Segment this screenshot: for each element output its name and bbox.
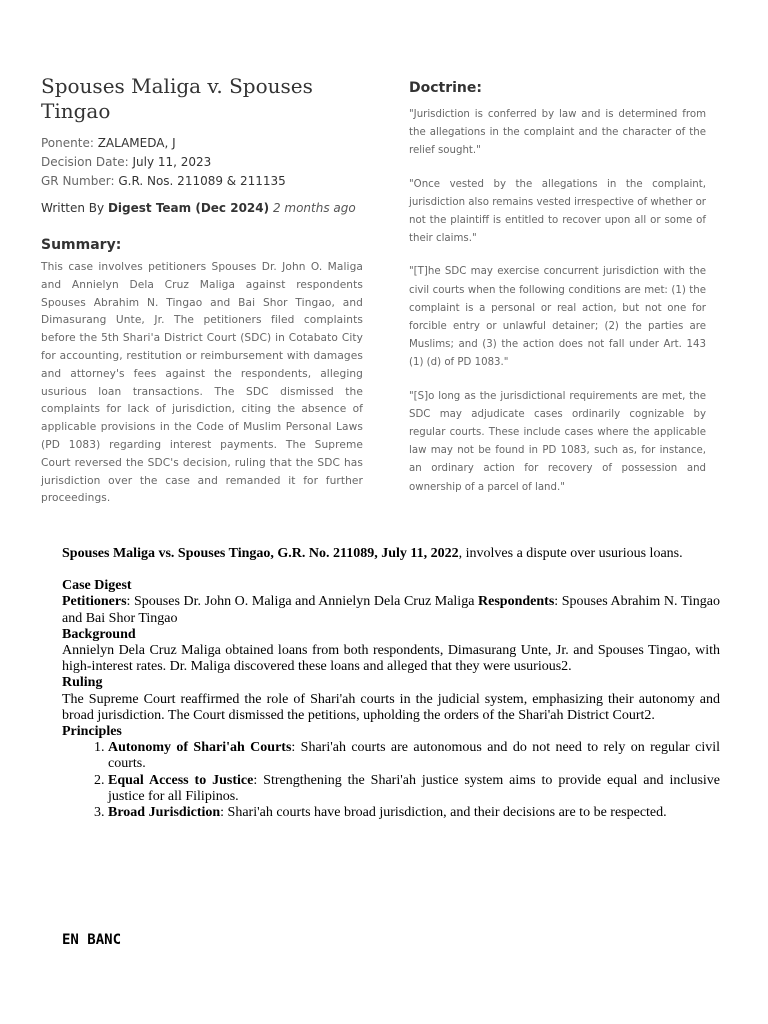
case-title: Spouses Maliga v. Spouses Tingao [41,74,313,123]
decision-date-value: July 11, 2023 [132,155,212,169]
principles-heading: Principles [62,724,122,740]
background-heading: Background [62,626,136,642]
gr-number-value: G.R. Nos. 211089 & 211135 [118,174,286,188]
left-column [41,74,363,508]
case-digest-heading: Case Digest [62,578,132,594]
doctrine-heading: Doctrine: [409,80,482,96]
doctrine-quote: "Jurisdiction is conferred by law and is determined from the allegations in the complaint and the character of the relief sought." [409,109,706,157]
principles-list [62,740,720,821]
doctrine-quote: "Once vested by the allegations in the complaint, jurisdiction also remains vested irrespective of whether or not the plaintiff is entitled to recover upon all or some of their claims." [409,178,706,245]
principle-text: : Shari'ah courts have broad jurisdiction, and their decisions are to be respected. [220,805,667,821]
principle-term: Autonomy of Shari'ah Courts [108,740,292,756]
en-banc-heading: EN BANC [62,932,122,948]
written-by-author[interactable]: Digest Team (Dec 2024) [107,201,270,215]
case-meta [41,134,363,191]
list-item [108,805,720,821]
gr-number-row [41,172,363,191]
petitioners-text: : Spouses Dr. John O. Maliga and Annielyn Dela Cruz Maliga [126,594,479,610]
doctrine-quote: "[T]he SDC may exercise concurrent jurisdiction with the civil courts when the following conditions are met: (1) the complaint is a personal or real action, but not one for forcible entry or unlawful detainer; (2) the parties are Muslims; and (3) the action does not fall under Art. 143 (1) (d) of PD 1083." [409,266,706,369]
ponente-label: Ponente: [41,136,94,150]
petitioners-label: Petitioners [62,594,127,610]
list-item [108,740,720,772]
background-text: Annielyn Dela Cruz Maliga obtained loans from both respondents, Dimasurang Unte, Jr. and Spouses Tingao, with high-interest rates. Dr. Maliga discovered these loans and alleged that they were usurious2. [62,643,720,675]
parties-paragraph [62,594,720,626]
gr-number-label: GR Number: [41,174,115,188]
summary-text: This case involves petitioners Spouses Dr. John O. Maliga and Annielyn Dela Cruz Maliga against respondents Spouses Abrahim N. Tingao and Bai Shor Tingao, and Dimasurang Unte, Jr. The petitioners filed complaints before the 5th Shari'a District Court (SDC) in Cotabato City for accounting, restitution or reimbursement with damages and attorney's fees against the respondents, alleging usurious loan transactions. The SDC dismissed the complaints for lack of jurisdiction, citing the absence of applicable provisions in the Code of Muslim Personal Laws (PD 1083) regarding interest payments. The Supreme Court reversed the SDC's decision, ruling that the SDC has jurisdiction over the case and remanded it for further proceedings. [41,261,363,505]
principle-term: Equal Access to Justice [108,772,254,788]
ponente-value: ZALAMEDA, J [97,136,176,150]
decision-date-label: Decision Date: [41,155,129,169]
intro-paragraph [62,546,720,562]
principle-term: Broad Jurisdiction [108,805,221,821]
list-item [108,773,720,805]
case-digest [62,546,720,821]
ruling-text: The Supreme Court reaffirmed the role of Shari'ah courts in the judicial system, emphasizing their autonomy and broad jurisdiction. The Court dismissed the petitions, upholding the orders of the Shari'ah District Court2. [62,691,720,723]
principle-text: : Strengthening the Shari'ah justice system aims to provide equal and inclusive justice for all Filipinos. [108,772,720,804]
right-column [409,80,706,512]
doctrine-quote: "[S]o long as the jurisdictional requirements are met, the SDC may adjudicate cases ordinarily cognizable by regular courts. These include cases where the applicable law may not be found in PD 1083, such as, for instance, an ordinary action for recovery of possession and ownership of a parcel of land." [409,390,706,493]
ruling-heading: Ruling [62,675,103,691]
written-by-ago: 2 months ago [272,201,356,215]
intro-citation: Spouses Maliga vs. Spouses Tingao, G.R. No. 211089, July 11, 2022 [62,546,459,561]
written-by-label: Written By [41,201,105,215]
respondents-text: : Spouses Abrahim N. Tingao and Bai Shor Tingao [62,594,720,626]
principle-text: : Shari'ah courts are autonomous and do not need to rely on regular civil courts. [108,740,720,772]
decision-date-row [41,153,363,172]
respondents-label: Respondents [478,594,555,610]
summary-heading: Summary: [41,237,122,253]
written-by [41,201,363,215]
intro-text: , involves a dispute over usurious loans. [458,546,683,561]
ponente-row [41,134,363,153]
